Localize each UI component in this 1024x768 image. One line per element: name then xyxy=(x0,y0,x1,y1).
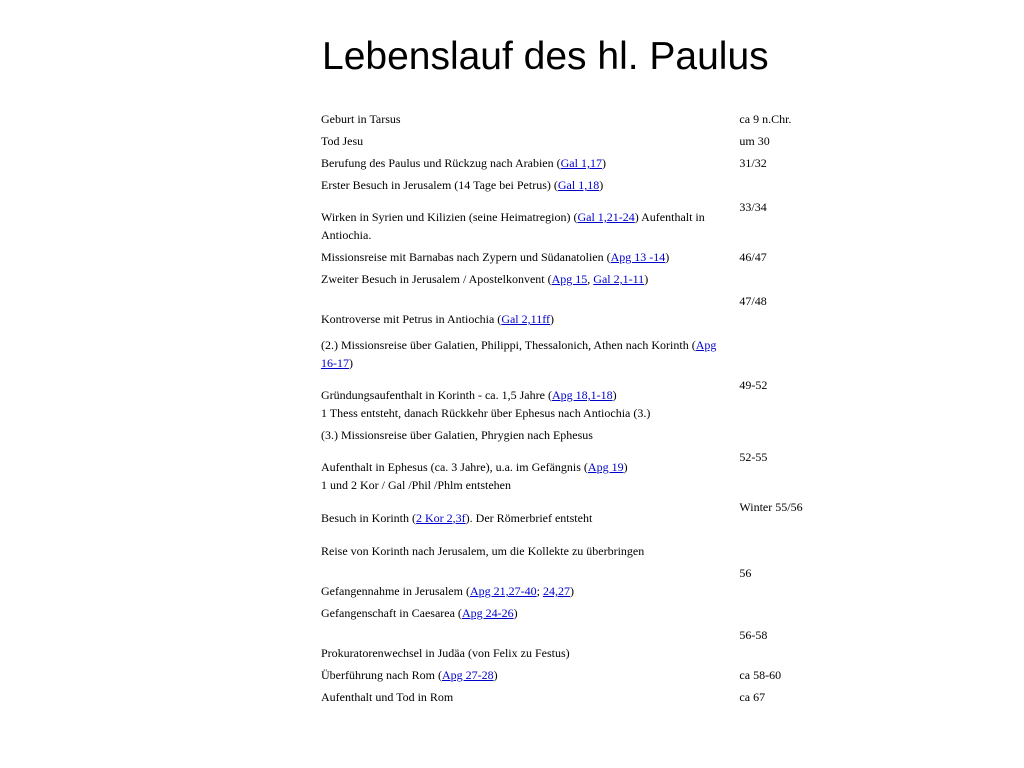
date-cell: Winter 55/56 xyxy=(739,500,803,514)
table-row xyxy=(316,665,814,687)
date-cell xyxy=(734,331,814,375)
event-text: ) xyxy=(601,156,606,170)
table-row xyxy=(316,269,814,291)
scripture-link[interactable]: Apg 15 xyxy=(551,272,588,286)
date-cell: 47/48 xyxy=(739,294,767,308)
event-text: Überführung nach Rom ( xyxy=(321,668,442,682)
event-text: Prokuratorenwechsel in Judäa (von Felix zu Festus) xyxy=(321,646,570,660)
event-text: Besuch in Korinth ( xyxy=(321,510,416,525)
date-cell: ca 67 xyxy=(739,690,766,704)
table-row xyxy=(316,603,814,625)
date-cell xyxy=(734,603,814,625)
date-cell: 46/47 xyxy=(739,250,767,264)
event-cell xyxy=(316,563,734,603)
event-text: ) xyxy=(612,388,617,402)
scripture-link[interactable]: 24,27 xyxy=(542,584,570,598)
event-text: Missionsreise mit Barnabas nach Zypern und Südanatolien ( xyxy=(321,250,611,264)
event-text: ; xyxy=(536,584,543,598)
event-cell xyxy=(316,603,734,625)
event-text: ). Der Römerbrief entsteht xyxy=(465,510,593,525)
date-cell xyxy=(734,269,814,291)
event-text: Erster Besuch in Jerusalem (14 Tage bei Petrus) ( xyxy=(321,178,558,192)
date-cell: 31/32 xyxy=(739,156,767,170)
scripture-link[interactable]: Gal 1,17 xyxy=(560,156,602,170)
event-text: ) xyxy=(623,460,628,474)
event-text: ) Aufenthalt in Antiochia. xyxy=(321,210,705,242)
event-text: Berufung des Paulus und Rückzug nach Arabien ( xyxy=(321,156,561,170)
scripture-link[interactable]: Apg 16-17 xyxy=(321,338,717,370)
scripture-link[interactable]: 2 Kor 2,3f xyxy=(416,510,466,525)
event-text: Gefangennahme in Jerusalem ( xyxy=(321,584,470,598)
event-text: Reise von Korinth nach Jerusalem, um die Kollekte zu überbringen xyxy=(321,544,645,558)
table-row xyxy=(316,291,814,331)
table-row xyxy=(316,541,814,563)
event-cell xyxy=(316,109,734,131)
table-row xyxy=(316,375,814,425)
scripture-link[interactable]: Apg 27-28 xyxy=(441,668,494,682)
date-cell: um 30 xyxy=(739,134,770,148)
event-cell xyxy=(316,175,734,197)
event-cell xyxy=(316,153,734,175)
date-cell xyxy=(734,425,814,447)
event-text: Gründungsaufenthalt in Korinth - ca. 1,5 Jahre ( xyxy=(321,388,552,402)
scripture-link[interactable]: Apg 19 xyxy=(587,460,624,474)
date-cell: ca 58-60 xyxy=(739,668,782,682)
event-cell xyxy=(316,291,734,331)
event-text: ) xyxy=(349,356,353,370)
table-row xyxy=(316,109,814,131)
event-cell xyxy=(316,665,734,687)
table-row xyxy=(316,247,814,269)
event-text: Aufenthalt und Tod in Rom xyxy=(321,690,454,704)
date-cell xyxy=(734,541,814,563)
event-text: , xyxy=(587,272,594,286)
event-text: (3.) Missionsreise über Galatien, Phrygien nach Ephesus xyxy=(321,428,593,442)
event-cell xyxy=(316,625,734,665)
event-text: ) xyxy=(665,250,670,264)
scripture-link[interactable]: Apg 13 -14 xyxy=(610,250,666,264)
scripture-link[interactable]: Gal 2,11ff xyxy=(501,312,550,326)
table-row xyxy=(316,425,814,447)
event-text: (2.) Missionsreise über Galatien, Philippi, Thessalonich, Athen nach Korinth ( xyxy=(321,338,696,352)
event-text: Kontroverse mit Petrus in Antiochia ( xyxy=(321,312,502,326)
event-cell xyxy=(316,425,734,447)
event-text: ) xyxy=(549,312,554,326)
event-text: 1 Thess entsteht, danach Rückkehr über Ephesus nach Antiochia (3.) xyxy=(321,406,651,420)
table-row xyxy=(316,687,814,709)
scripture-link[interactable]: Gal 2,1-11 xyxy=(593,272,645,286)
table-row xyxy=(316,131,814,153)
table-row xyxy=(316,447,814,497)
event-cell xyxy=(316,331,734,375)
scripture-link[interactable]: Gal 1,18 xyxy=(557,178,600,192)
chronology-table xyxy=(316,109,814,709)
event-cell xyxy=(316,197,734,247)
event-text: Geburt in Tarsus xyxy=(321,112,401,126)
event-text: ) xyxy=(493,668,498,682)
table-row xyxy=(316,153,814,175)
event-text: Aufenthalt in Ephesus (ca. 3 Jahre), u.a. im Gefängnis ( xyxy=(321,460,588,474)
event-cell xyxy=(316,687,734,709)
event-text: Wirken in Syrien und Kilizien (seine Heimatregion) ( xyxy=(321,210,578,224)
event-cell xyxy=(316,131,734,153)
event-text: ) xyxy=(599,178,604,192)
event-cell xyxy=(316,247,734,269)
scripture-link[interactable]: Gal 1,21-24 xyxy=(577,210,635,224)
date-cell: 33/34 xyxy=(739,200,767,214)
event-text: Zweiter Besuch in Jerusalem / Apostelkonvent ( xyxy=(321,272,552,286)
table-row xyxy=(316,197,814,247)
table-row xyxy=(316,497,814,541)
date-cell: 52-55 xyxy=(739,450,768,464)
scripture-link[interactable]: Apg 24-26 xyxy=(461,606,514,620)
event-cell xyxy=(316,497,734,541)
event-text: ) xyxy=(569,584,574,598)
table-row xyxy=(316,331,814,375)
scripture-link[interactable]: Apg 21,27-40 xyxy=(469,584,537,598)
table-row xyxy=(316,563,814,603)
date-cell xyxy=(734,175,814,197)
date-cell: ca 9 n.Chr. xyxy=(739,112,792,126)
page-title: Lebenslauf des hl. Paulus xyxy=(322,35,769,78)
table-row xyxy=(316,625,814,665)
scripture-link[interactable]: Apg 18,1-18 xyxy=(551,388,613,402)
table-row xyxy=(316,175,814,197)
event-text: ) xyxy=(513,606,518,620)
date-cell: 56 xyxy=(739,566,752,580)
event-text: Tod Jesu xyxy=(321,134,364,148)
event-cell xyxy=(316,375,734,425)
event-cell xyxy=(316,447,734,497)
event-text: 1 und 2 Kor / Gal /Phil /Phlm entstehen xyxy=(321,478,511,492)
event-cell xyxy=(316,269,734,291)
date-cell: 49-52 xyxy=(739,378,768,392)
event-cell xyxy=(316,541,734,563)
event-text: Gefangenschaft in Caesarea ( xyxy=(321,606,462,620)
event-text: ) xyxy=(644,272,649,286)
date-cell: 56-58 xyxy=(739,628,768,642)
